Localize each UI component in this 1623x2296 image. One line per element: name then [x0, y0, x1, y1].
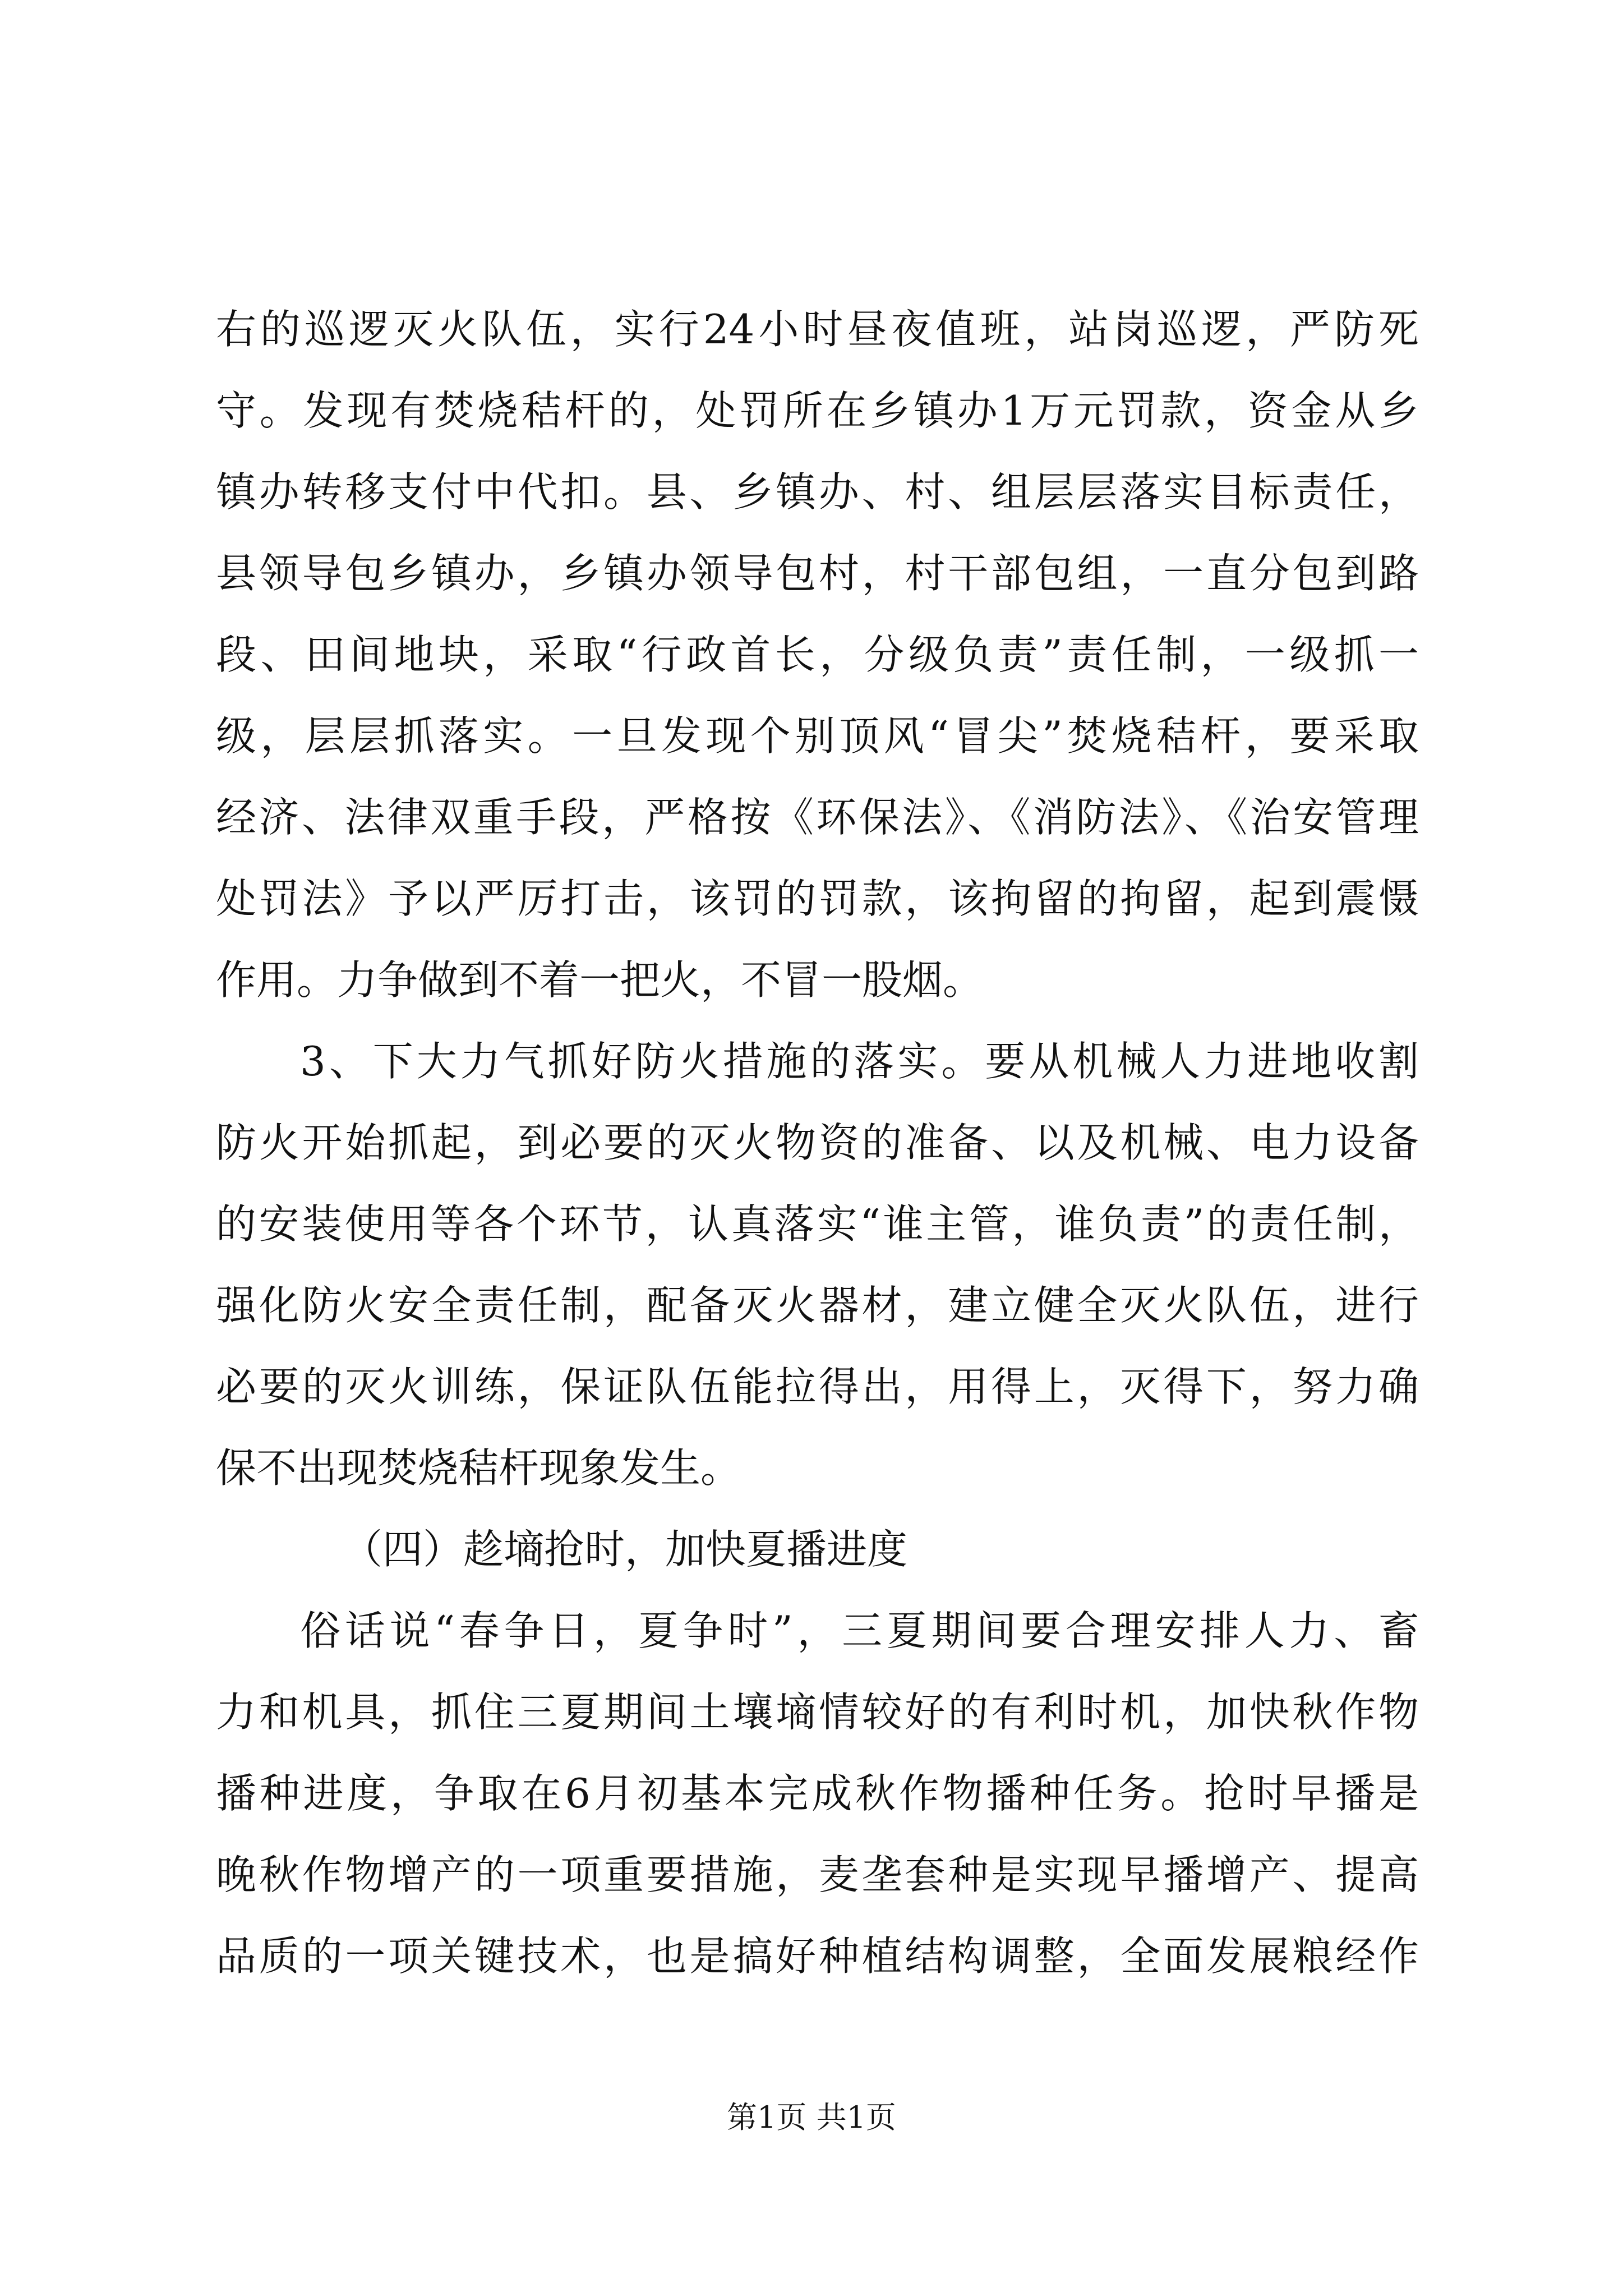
text-line: 作用。力争做到不着一把火，不冒一股烟。 — [216, 956, 984, 1004]
page-footer: 第1页 共1页 — [727, 2100, 896, 2135]
text-line: 俗话说“春争日，夏争时”，三夏期间要合理安排人力、畜 — [300, 1607, 1419, 1654]
section-heading: （四）趁墒抢时，加快夏播进度 — [342, 1526, 908, 1573]
text-line: 晚秋作物增产的一项重要措施，麦垄套种是实现早播增产、提高 — [216, 1851, 1419, 1898]
text-line: 播种进度，争取在6月初基本完成秋作物播种任务。抢时早播是 — [216, 1770, 1419, 1817]
text-line: 段、田间地块，采取“行政首长，分级负责”责任制，一级抓一 — [216, 631, 1419, 678]
text-line: 防火开始抓起，到必要的灭火物资的准备、以及机械、电力设备 — [216, 1119, 1419, 1166]
text-line: 县领导包乡镇办，乡镇办领导包村，村干部包组，一直分包到路 — [216, 550, 1419, 597]
text-line: 力和机具，抓住三夏期间土壤墒情较好的有利时机，加快秋作物 — [216, 1688, 1419, 1736]
text-line: 级，层层抓落实。一旦发现个别顶风“冒尖”焚烧秸杆，要采取 — [216, 712, 1419, 760]
text-line: 3、下大力气抓好防火措施的落实。要从机械人力进地收割 — [300, 1038, 1419, 1085]
text-line: 处罚法》予以严厉打击，该罚的罚款，该拘留的拘留，起到震慑 — [216, 875, 1419, 922]
text-line: 品质的一项关键技术，也是搞好种植结构调整，全面发展粮经作 — [216, 1932, 1419, 1980]
text-line: 经济、法律双重手段，严格按《环保法》、《消防法》、《治安管理 — [216, 794, 1419, 841]
text-line: 强化防火安全责任制，配备灭火器材，建立健全灭火队伍，进行 — [216, 1282, 1419, 1329]
text-line: 的安装使用等各个环节，认真落实“谁主管，谁负责”的责任制， — [216, 1200, 1419, 1248]
text-line: 必要的灭火训练，保证队伍能拉得出，用得上，灭得下，努力确 — [216, 1363, 1419, 1410]
text-line: 右的巡逻灭火队伍，实行24小时昼夜值班，站岗巡逻，严防死 — [216, 306, 1419, 353]
document-body — [216, 289, 1419, 1997]
text-line: 保不出现焚烧秸杆现象发生。 — [216, 1444, 741, 1492]
text-line: 镇办转移支付中代扣。县、乡镇办、村、组层层落实目标责任， — [216, 468, 1419, 516]
text-line: 守。发现有焚烧秸杆的，处罚所在乡镇办1万元罚款，资金从乡 — [216, 387, 1419, 434]
